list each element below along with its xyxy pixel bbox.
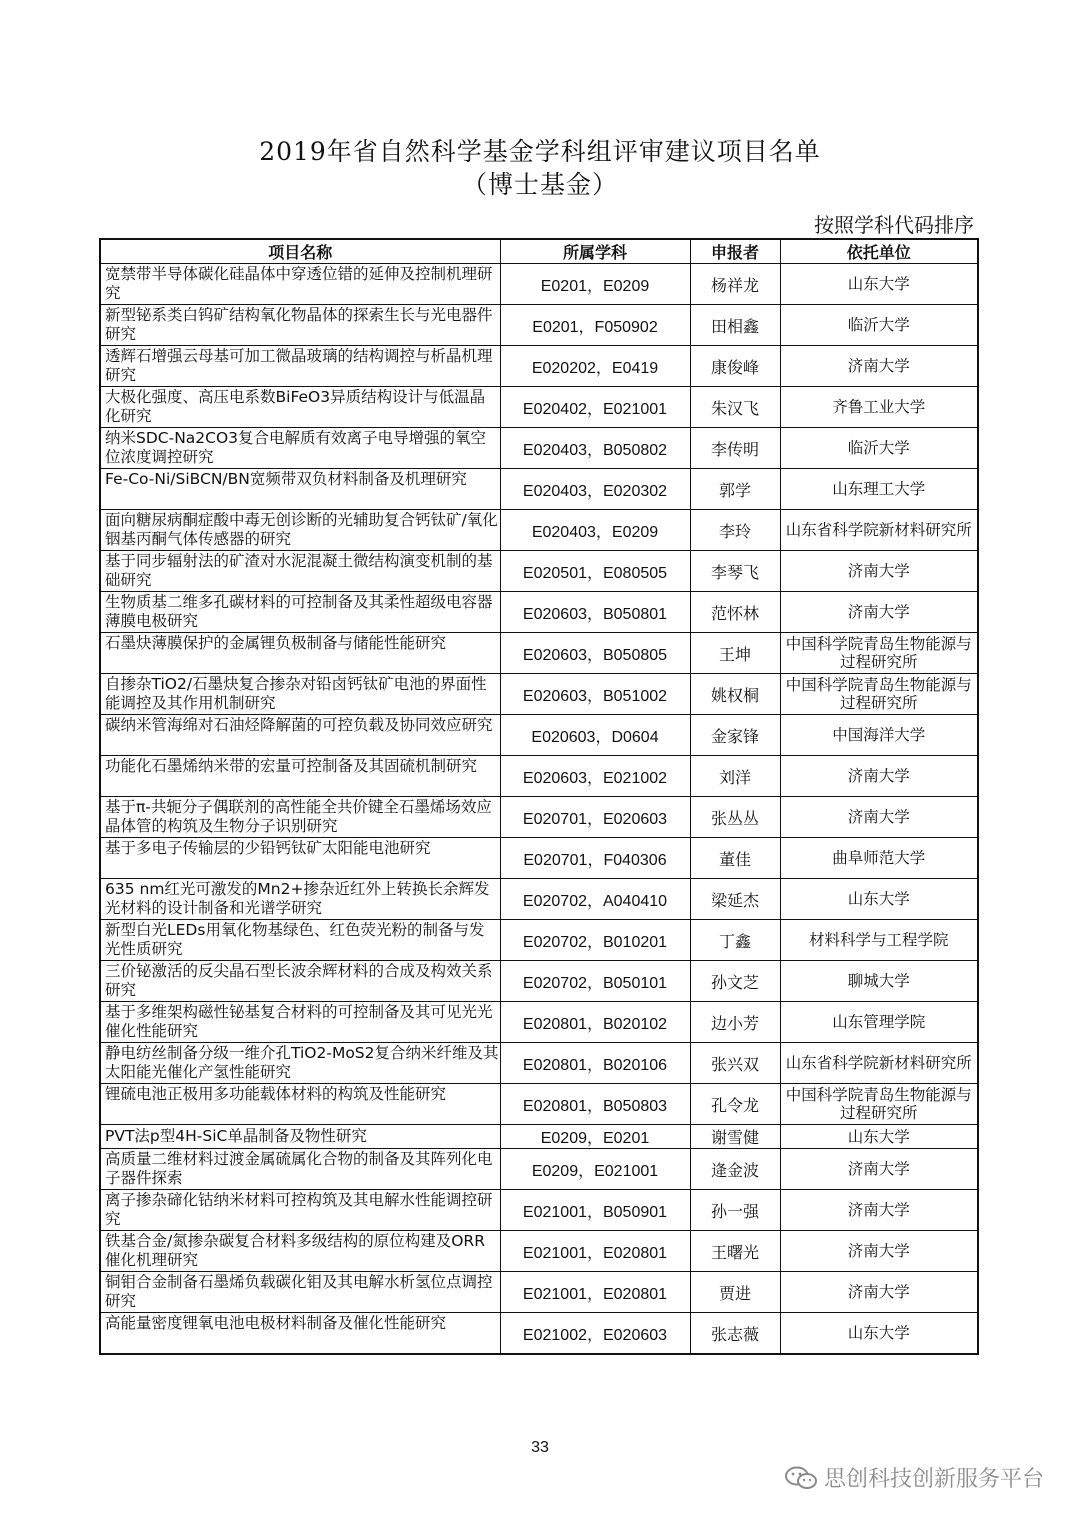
project-name-text: 石墨炔薄膜保护的金属锂负极制备与储能性能研究	[105, 634, 447, 652]
applicant-cell: 梁延杰	[690, 879, 780, 920]
applicant-cell: 孙文芝	[690, 961, 780, 1002]
subject-code-cell: E020403，B050802	[500, 428, 690, 469]
table-row	[100, 469, 978, 510]
project-name-text: 三价铋激活的反尖晶石型长波余辉材料的合成及构效关系研究	[105, 962, 493, 999]
project-name-cell	[100, 838, 500, 879]
table-row	[100, 920, 978, 961]
unit-cell: 济南大学	[780, 756, 978, 797]
table-row	[100, 387, 978, 428]
project-name-text: 新型铋系类白钨矿结构氧化物晶体的探索生长与光电器件研究	[105, 306, 493, 343]
applicant-cell: 康俊峰	[690, 346, 780, 387]
project-name-cell	[100, 633, 500, 674]
subject-code-cell: E020403，E020302	[500, 469, 690, 510]
subject-code-cell: E020202，E0419	[500, 346, 690, 387]
applicant-cell: 董佳	[690, 838, 780, 879]
unit-cell: 聊城大学	[780, 961, 978, 1002]
table-row	[100, 1231, 978, 1272]
project-name-text: 离子掺杂碲化钴纳米材料可控构筑及其电解水性能调控研究	[105, 1191, 493, 1228]
project-name-cell	[100, 1231, 500, 1272]
subject-code-cell: E021001，E020801	[500, 1272, 690, 1313]
watermark	[784, 1462, 1044, 1493]
project-name-cell	[100, 387, 500, 428]
unit-cell: 中国科学院青岛生物能源与过程研究所	[780, 674, 978, 715]
applicant-cell: 张丛丛	[690, 797, 780, 838]
project-name-text: 自掺杂TiO2/石墨炔复合掺杂对铅卤钙钛矿电池的界面性能调控及其作用机制研究	[105, 675, 487, 712]
applicant-cell: 姚权桐	[690, 674, 780, 715]
project-name-cell	[100, 1149, 500, 1190]
project-name-text: 铁基合金/氮掺杂碳复合材料多级结构的原位构建及ORR催化机理研究	[105, 1232, 485, 1269]
table-row	[100, 961, 978, 1002]
unit-cell: 临沂大学	[780, 428, 978, 469]
table-row	[100, 1149, 978, 1190]
project-name-cell	[100, 1190, 500, 1231]
table-row	[100, 1084, 978, 1125]
subject-code-cell: E020603，D0604	[500, 715, 690, 756]
unit-cell: 济南大学	[780, 592, 978, 633]
project-name-cell	[100, 715, 500, 756]
project-name-cell	[100, 879, 500, 920]
project-name-text: 高质量二维材料过渡金属硫属化合物的制备及其阵列化电子器件探索	[105, 1150, 493, 1187]
project-name-cell	[100, 264, 500, 305]
unit-cell: 山东理工大学	[780, 469, 978, 510]
project-name-text: 635 nm红光可激发的Mn2+掺杂近红外上转换长余辉发光材料的设计制备和光谱学研究	[105, 880, 490, 917]
project-name-cell	[100, 756, 500, 797]
table-row	[100, 264, 978, 305]
subject-code-cell: E020702，B010201	[500, 920, 690, 961]
subject-code-cell: E0201，F050902	[500, 305, 690, 346]
subject-code-cell: E020702，A040410	[500, 879, 690, 920]
column-header-subject: 所属学科	[500, 239, 690, 264]
subject-code-cell: E020402，E021001	[500, 387, 690, 428]
applicant-cell: 丁鑫	[690, 920, 780, 961]
project-name-cell	[100, 1313, 500, 1355]
project-name-cell	[100, 961, 500, 1002]
project-name-text: 基于π-共轭分子偶联剂的高性能全共价键全石墨烯场效应晶体管的构筑及生物分子识别研究	[105, 798, 492, 835]
project-name-cell	[100, 797, 500, 838]
column-header-unit: 依托单位	[780, 239, 978, 264]
table-row	[100, 756, 978, 797]
applicant-cell: 杨祥龙	[690, 264, 780, 305]
applicant-cell: 孔令龙	[690, 1084, 780, 1125]
applicant-cell: 边小芳	[690, 1002, 780, 1043]
page-title: 2019年省自然科学基金学科组评审建议项目名单	[259, 137, 821, 166]
unit-cell: 山东大学	[780, 1313, 978, 1355]
project-name-text: 新型白光LEDs用氧化物基绿色、红色荧光粉的制备与发光性质研究	[105, 921, 485, 958]
subject-code-cell: E020801，B050803	[500, 1084, 690, 1125]
subject-code-cell: E020603，B050801	[500, 592, 690, 633]
project-name-text: 静电纺丝制备分级一维介孔TiO2-MoS2复合纳米纤维及其太阳能光催化产氢性能研究	[105, 1044, 499, 1081]
applicant-cell: 朱汉飞	[690, 387, 780, 428]
table-row	[100, 1002, 978, 1043]
applicant-cell: 金家锋	[690, 715, 780, 756]
table-body	[100, 264, 978, 1355]
applicant-cell: 李传明	[690, 428, 780, 469]
applicant-cell: 贾进	[690, 1272, 780, 1313]
subject-code-cell: E021001，B050901	[500, 1190, 690, 1231]
table-row	[100, 510, 978, 551]
unit-cell: 山东省科学院新材料研究所	[780, 1043, 978, 1084]
applicant-cell: 王坤	[690, 633, 780, 674]
unit-cell: 济南大学	[780, 1149, 978, 1190]
unit-cell: 山东大学	[780, 1125, 978, 1149]
unit-cell: 济南大学	[780, 346, 978, 387]
subject-code-cell: E0209，E021001	[500, 1149, 690, 1190]
unit-cell: 齐鲁工业大学	[780, 387, 978, 428]
table-row	[100, 633, 978, 674]
applicant-cell: 张兴双	[690, 1043, 780, 1084]
subject-code-cell: E020603，B050805	[500, 633, 690, 674]
table-row	[100, 1043, 978, 1084]
unit-cell: 济南大学	[780, 1231, 978, 1272]
table-row	[100, 592, 978, 633]
table-header-row	[100, 239, 978, 264]
project-name-cell	[100, 428, 500, 469]
project-name-text: PVT法p型4H-SiC单晶制备及物性研究	[105, 1126, 367, 1145]
project-name-text: Fe-Co-Ni/SiBCN/BN宽频带双负材料制备及机理研究	[105, 470, 467, 488]
unit-cell: 山东大学	[780, 879, 978, 920]
subject-code-cell: E020603，B051002	[500, 674, 690, 715]
subject-code-cell: E020701，E020603	[500, 797, 690, 838]
unit-cell: 材料科学与工程学院	[780, 920, 978, 961]
project-name-text: 高能量密度锂氧电池电极材料制备及催化性能研究	[105, 1314, 447, 1332]
project-name-text: 碳纳米管海绵对石油烃降解菌的可控负载及协同效应研究	[105, 716, 493, 734]
unit-cell: 山东大学	[780, 264, 978, 305]
subject-code-cell: E020801，B020102	[500, 1002, 690, 1043]
applicant-cell: 李琴飞	[690, 551, 780, 592]
table-row	[100, 674, 978, 715]
table-row	[100, 551, 978, 592]
table-row	[100, 879, 978, 920]
unit-cell: 临沂大学	[780, 305, 978, 346]
project-name-cell	[100, 1002, 500, 1043]
applicant-cell: 李玲	[690, 510, 780, 551]
project-name-text: 大极化强度、高压电系数BiFeO3异质结构设计与低温晶化研究	[105, 388, 486, 425]
unit-cell: 济南大学	[780, 1190, 978, 1231]
column-header-applicant: 申报者	[690, 239, 780, 264]
project-name-cell	[100, 551, 500, 592]
applicant-cell: 张志薇	[690, 1313, 780, 1355]
subject-code-cell: E020701，F040306	[500, 838, 690, 879]
table-row	[100, 797, 978, 838]
table-row	[100, 1125, 978, 1149]
project-name-text: 功能化石墨烯纳米带的宏量可控制备及其固硫机制研究	[105, 757, 478, 775]
project-name-text: 锂硫电池正极用多功能载体材料的构筑及性能研究	[105, 1085, 447, 1103]
subject-code-cell: E0209，E0201	[500, 1125, 690, 1149]
page-number: 33	[531, 1439, 549, 1456]
unit-cell: 济南大学	[780, 797, 978, 838]
applicant-cell: 谢雪健	[690, 1125, 780, 1149]
project-table	[99, 238, 979, 1355]
page-subtitle: （博士基金）	[461, 170, 618, 199]
project-name-text: 宽禁带半导体碳化硅晶体中穿透位错的延伸及控制机理研究	[105, 265, 493, 302]
watermark-text: 思创科技创新服务平台	[823, 1467, 1044, 1492]
project-name-cell	[100, 469, 500, 510]
project-name-cell	[100, 920, 500, 961]
unit-cell: 曲阜师范大学	[780, 838, 978, 879]
subject-code-cell: E020702，B050101	[500, 961, 690, 1002]
project-name-cell	[100, 1125, 500, 1149]
table-row	[100, 715, 978, 756]
project-name-cell	[100, 346, 500, 387]
table-row	[100, 1272, 978, 1313]
subject-code-cell: E020501，E080505	[500, 551, 690, 592]
project-name-cell	[100, 305, 500, 346]
project-name-text: 生物质基二维多孔碳材料的可控制备及其柔性超级电容器薄膜电极研究	[105, 593, 493, 630]
project-name-text: 面向糖尿病酮症酸中毒无创诊断的光辅助复合钙钛矿/氧化铟基丙酮气体传感器的研究	[105, 511, 498, 548]
unit-cell: 山东省科学院新材料研究所	[780, 510, 978, 551]
applicant-cell: 刘洋	[690, 756, 780, 797]
unit-cell: 中国海洋大学	[780, 715, 978, 756]
project-name-text: 纳米SDC-Na2CO3复合电解质有效离子电导增强的氧空位浓度调控研究	[105, 429, 487, 466]
project-name-cell	[100, 1084, 500, 1125]
applicant-cell: 田相鑫	[690, 305, 780, 346]
project-name-text: 基于多电子传输层的少铅钙钛矿太阳能电池研究	[105, 839, 431, 857]
project-name-cell	[100, 674, 500, 715]
subject-code-cell: E021001，E020801	[500, 1231, 690, 1272]
project-name-cell	[100, 1272, 500, 1313]
project-name-text: 铜钼合金制备石墨烯负载碳化钼及其电解水析氢位点调控研究	[105, 1273, 493, 1310]
table-row	[100, 428, 978, 469]
table-row	[100, 838, 978, 879]
unit-cell: 中国科学院青岛生物能源与过程研究所	[780, 1084, 978, 1125]
sort-note: 按照学科代码排序	[814, 213, 974, 237]
table-row	[100, 305, 978, 346]
project-name-text: 基于多维架构磁性铋基复合材料的可控制备及其可见光光催化性能研究	[105, 1003, 493, 1040]
subject-code-cell: E020801，B020106	[500, 1043, 690, 1084]
table-row	[100, 346, 978, 387]
subject-code-cell: E021002，E020603	[500, 1313, 690, 1355]
applicant-cell: 郭学	[690, 469, 780, 510]
column-header-name: 项目名称	[100, 239, 500, 264]
unit-cell: 山东管理学院	[780, 1002, 978, 1043]
table-row	[100, 1190, 978, 1231]
project-name-text: 基于同步辐射法的矿渣对水泥混凝土微结构演变机制的基础研究	[105, 552, 493, 589]
project-name-cell	[100, 1043, 500, 1084]
subject-code-cell: E020603，E021002	[500, 756, 690, 797]
unit-cell: 济南大学	[780, 1272, 978, 1313]
table-row	[100, 1313, 978, 1355]
subject-code-cell: E020403，E0209	[500, 510, 690, 551]
project-name-text: 透辉石增强云母基可加工微晶玻璃的结构调控与析晶机理研究	[105, 347, 493, 384]
project-name-cell	[100, 592, 500, 633]
unit-cell: 中国科学院青岛生物能源与过程研究所	[780, 633, 978, 674]
subject-code-cell: E0201，E0209	[500, 264, 690, 305]
unit-cell: 济南大学	[780, 551, 978, 592]
applicant-cell: 逄金波	[690, 1149, 780, 1190]
project-name-cell	[100, 510, 500, 551]
applicant-cell: 范怀林	[690, 592, 780, 633]
applicant-cell: 孙一强	[690, 1190, 780, 1231]
wechat-icon	[784, 1466, 818, 1490]
applicant-cell: 王曙光	[690, 1231, 780, 1272]
